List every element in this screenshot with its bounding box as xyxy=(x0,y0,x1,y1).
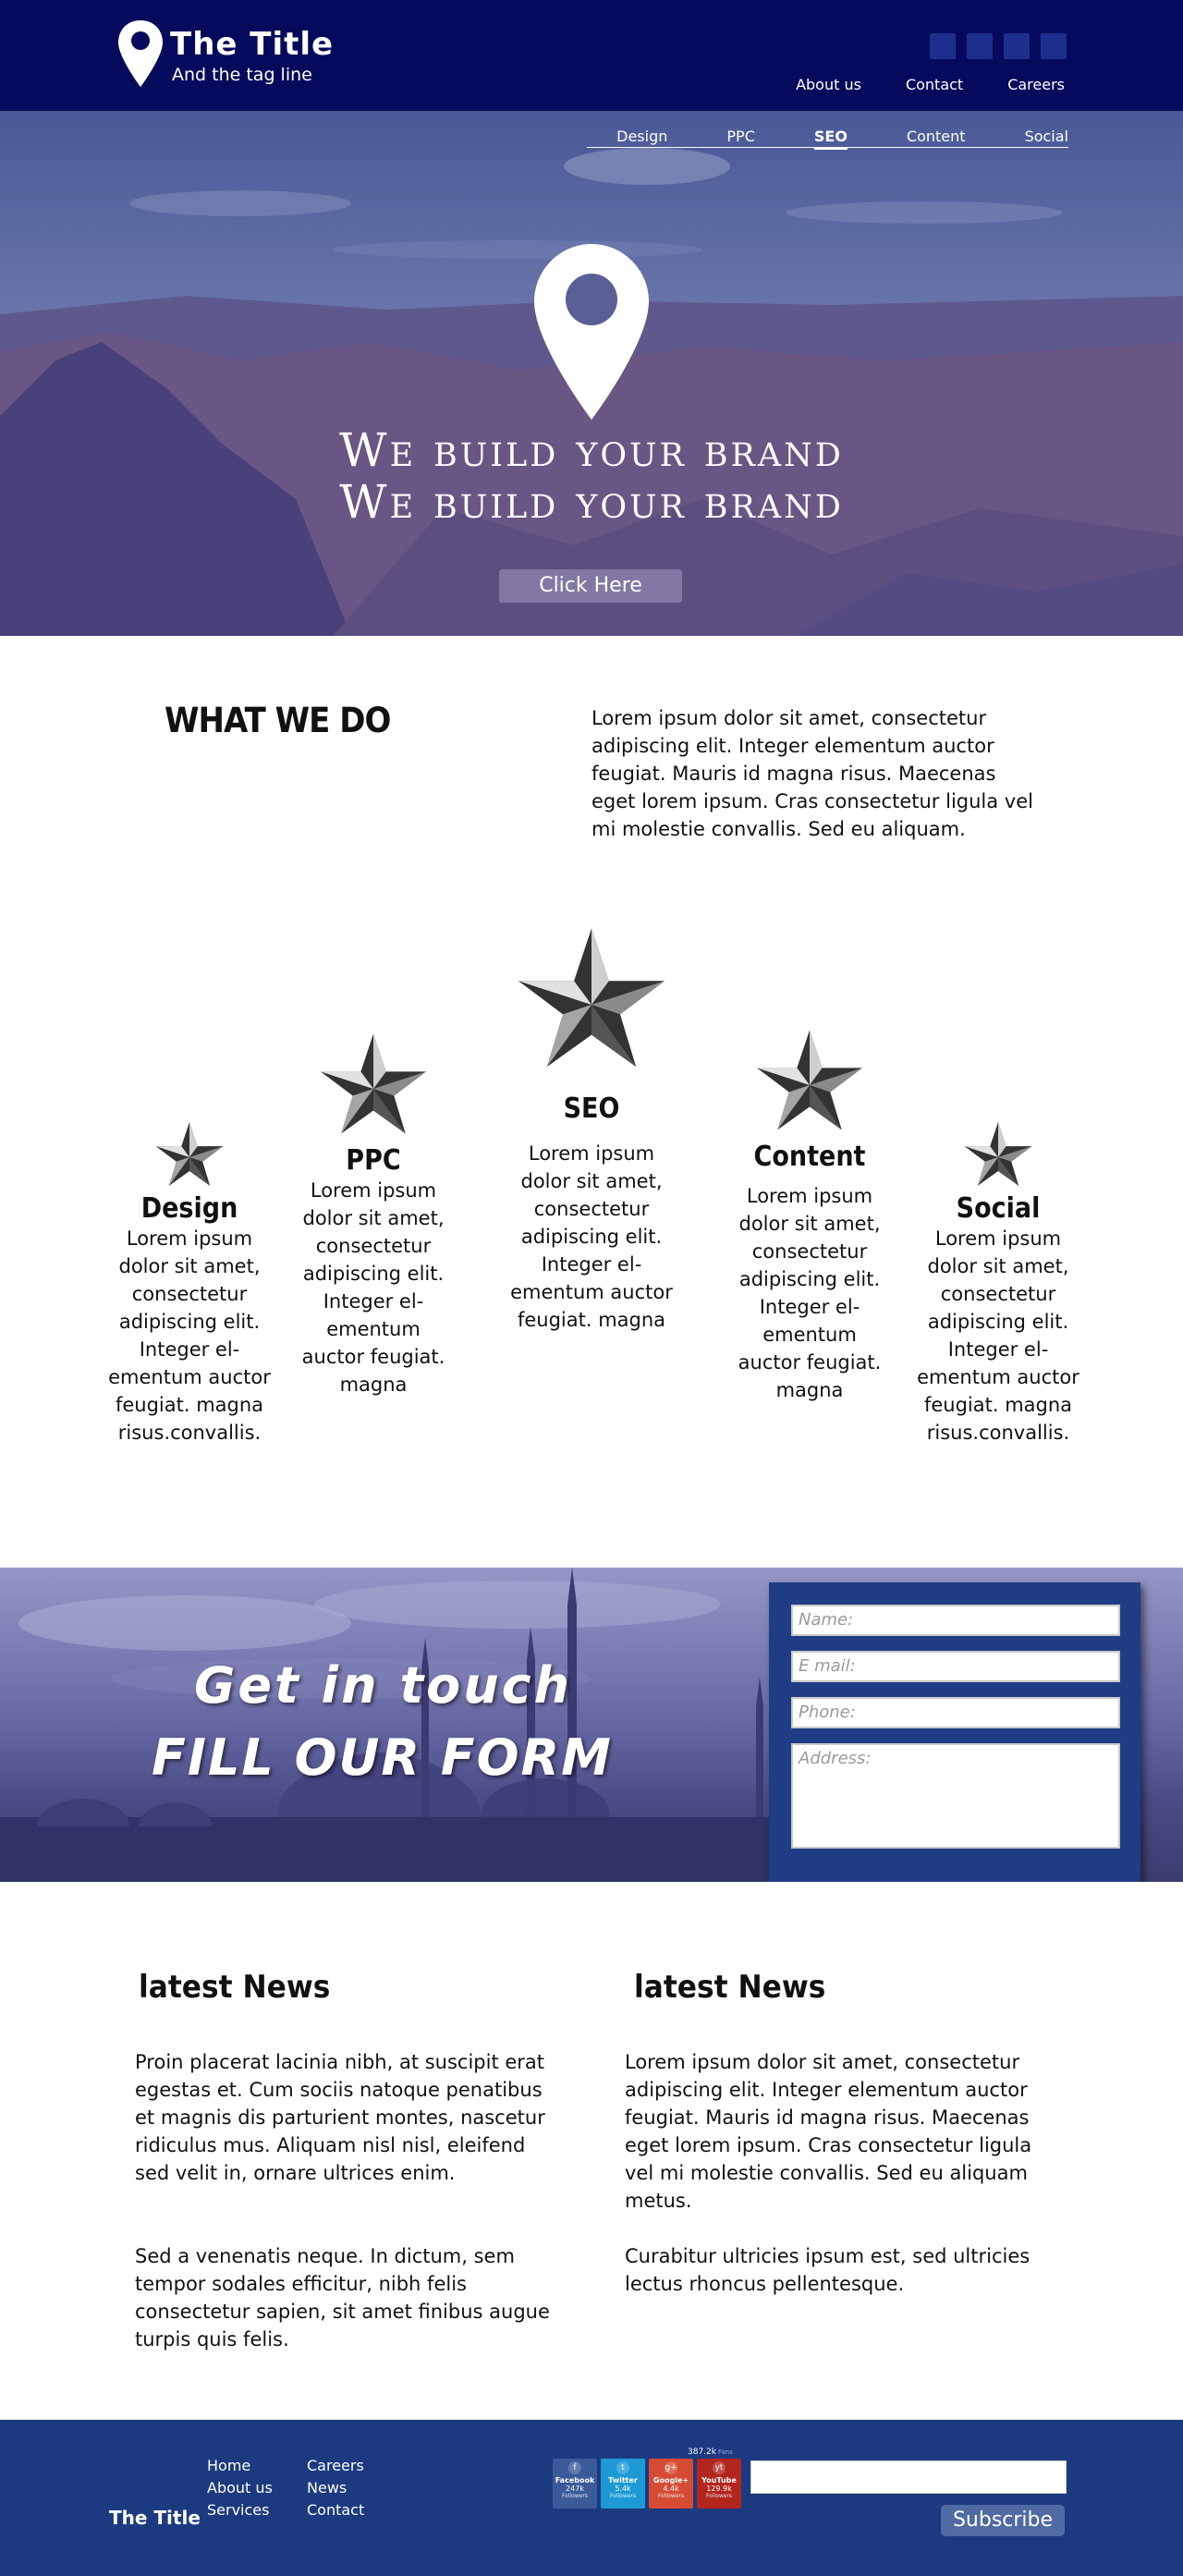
what-we-do-title: WHAT WE DO xyxy=(165,701,391,741)
subscribe-email-input[interactable] xyxy=(750,2460,1067,2494)
news-paragraph: Lorem ipsum dolor sit amet, consectetur adipiscing elit. Integer elementum auctor feugiat. Mauris id magna risus. Maecenas eget lorem ipsum. Cras consectetur ligula vel mi molestie convallis. Sed eu aliquam metus. xyxy=(625,2051,1032,2212)
service-ppc[interactable] xyxy=(290,1033,457,1398)
hero-headline: We build your brand xyxy=(339,423,844,477)
subscribe-button[interactable]: Subscribe xyxy=(941,2505,1065,2536)
nav-contact[interactable]: Contact xyxy=(905,76,964,93)
service-subnav xyxy=(587,128,1068,148)
social-total-label: Fans xyxy=(717,2448,733,2456)
news-title: latest News xyxy=(634,1969,826,2006)
service-name: SEO xyxy=(563,1093,620,1125)
footer-links-col1 xyxy=(207,2457,273,2519)
youtube-counter[interactable]: yt YouTube 129.9k Followers xyxy=(697,2459,741,2509)
fill-our-form-heading: FILL OUR FORM xyxy=(152,1728,613,1787)
social-square-icon[interactable] xyxy=(930,33,956,59)
google-plus-counter[interactable]: g+ Google+ 4.4k Followers xyxy=(649,2459,693,2509)
service-name: Design xyxy=(140,1192,238,1225)
social-total xyxy=(688,2448,733,2457)
service-text: Lorem ipsum dolor sit amet, consectetur adipiscing elit. Integer el-ementum auctor feugiat. magna xyxy=(738,1185,882,1401)
footer-title[interactable]: The Title xyxy=(109,2507,201,2529)
service-social[interactable] xyxy=(915,1122,1081,1447)
get-in-touch-heading: Get in touch xyxy=(194,1656,573,1715)
service-name: PPC xyxy=(346,1144,401,1177)
facebook-icon: f xyxy=(568,2461,581,2474)
service-text: Lorem ipsum dolor sit amet, consectetur adipiscing elit. Integer el-ementum auctor feugiat. magna risus.convallis. xyxy=(108,1227,271,1444)
site-header xyxy=(0,0,1183,111)
footer-link-about-us[interactable]: About us xyxy=(207,2479,273,2497)
service-seo[interactable] xyxy=(499,928,684,1334)
map-pin-icon xyxy=(118,20,163,87)
news-paragraph: Proin placerat lacinia nibh, at suscipit erat egestas et. Cum sociis natoque penatibus et magnis dis parturient montes, nascetur ridiculus mus. Aliquam nisl nisl, eleifend sed velit in, ornare ultrices enim. xyxy=(135,2051,545,2184)
service-text: Lorem ipsum dolor sit amet, consectetur adipiscing elit. Integer el-ementum auctor feugiat. magna risus.convallis. xyxy=(917,1227,1079,1444)
footer-link-home[interactable]: Home xyxy=(207,2457,251,2474)
social-squares xyxy=(930,33,1067,59)
top-nav xyxy=(796,76,1065,93)
address-field[interactable]: Address: xyxy=(791,1743,1120,1849)
email-field[interactable]: E mail: xyxy=(791,1651,1120,1682)
star-icon xyxy=(316,1033,431,1144)
star-icon xyxy=(152,1122,226,1192)
star-icon xyxy=(512,928,671,1081)
subnav-seo[interactable]: SEO xyxy=(813,128,848,145)
click-here-button[interactable]: Click Here xyxy=(499,569,682,603)
subnav-content[interactable]: Content xyxy=(906,128,966,145)
service-text: Lorem ipsum dolor sit amet, consectetur adipiscing elit. Integer el-ementum auctor feugiat. magna xyxy=(301,1179,445,1396)
contact-form xyxy=(769,1582,1140,1882)
youtube-icon: yt xyxy=(713,2461,726,2474)
footer-link-news[interactable]: News xyxy=(307,2479,348,2497)
subnav-social[interactable]: Social xyxy=(1024,128,1068,145)
social-counters xyxy=(553,2459,741,2509)
site-tagline: And the tag line xyxy=(172,65,312,85)
news-title: latest News xyxy=(139,1969,331,2006)
nav-about-us[interactable]: About us xyxy=(796,76,861,93)
service-text: Lorem ipsum dolor sit amet, consectetur adipiscing elit. Integer el-ementum auctor feugiat. magna xyxy=(510,1142,673,1331)
service-name: Social xyxy=(956,1192,1041,1225)
social-total-value: 387.2k xyxy=(688,2448,716,2457)
phone-field[interactable]: Phone: xyxy=(791,1697,1120,1728)
news-paragraph: Curabitur ultricies ipsum est, sed ultricies lectus rhoncus pellentesque. xyxy=(625,2245,1031,2295)
nav-careers[interactable]: Careers xyxy=(1007,76,1065,93)
news-paragraph: Sed a venenatis neque. In dictum, sem tempor sodales efficitur, nibh felis consectetur sapien, sit amet finibus augue turpis quis felis. xyxy=(135,2245,550,2350)
subnav-design[interactable]: Design xyxy=(616,128,668,145)
social-square-icon[interactable] xyxy=(1041,33,1067,59)
service-design[interactable] xyxy=(102,1122,277,1447)
twitter-counter[interactable]: t Twitter 5.4k Followers xyxy=(601,2459,645,2509)
footer-link-contact[interactable]: Contact xyxy=(307,2501,365,2519)
service-content[interactable] xyxy=(726,1030,893,1404)
star-icon xyxy=(752,1030,867,1141)
hero-banner xyxy=(0,111,1183,636)
service-name: Content xyxy=(753,1141,866,1173)
hero-headline: We build your brand xyxy=(339,475,844,529)
site-footer xyxy=(0,2420,1183,2576)
facebook-counter[interactable]: f Facebook 247k Followers xyxy=(553,2459,597,2509)
contact-section xyxy=(0,1568,1183,1882)
site-title[interactable]: The Title xyxy=(170,26,335,63)
social-square-icon[interactable] xyxy=(1004,33,1030,59)
footer-links-col2 xyxy=(307,2457,364,2519)
star-icon xyxy=(961,1122,1035,1192)
name-field[interactable]: Name: xyxy=(791,1605,1120,1636)
subnav-ppc[interactable]: PPC xyxy=(726,128,755,145)
what-we-do-text: Lorem ipsum dolor sit amet, consectetur adipiscing elit. Integer elementum auctor feugiat. Mauris id magna risus. Maecenas eget lorem ipsum. Cras consectetur ligula vel mi molestie convallis. Sed eu aliquam. xyxy=(592,707,1033,840)
map-pin-icon xyxy=(534,244,649,420)
footer-link-services[interactable]: Services xyxy=(207,2501,270,2519)
social-square-icon[interactable] xyxy=(967,33,993,59)
footer-link-careers[interactable]: Careers xyxy=(307,2457,364,2474)
twitter-icon: t xyxy=(616,2461,629,2474)
google-plus-icon: g+ xyxy=(665,2463,677,2472)
